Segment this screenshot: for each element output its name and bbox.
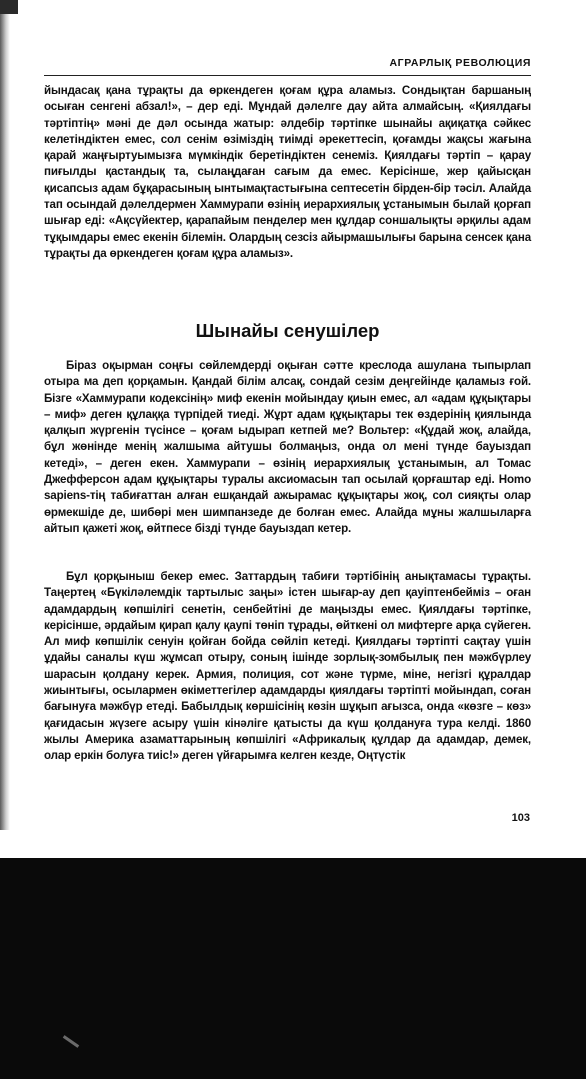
body-paragraph-1: йындасақ қана тұрақты да өркендеген қоғам құра аламыз. Сондықтан баршаның осыған сенгені абзал!», – дер еді. Мұндай дәлелге дау айта алмайсың. «Қиялдағы тәртіптің» мәні де дәл осында жатыр: әлдебір тәртіпке шынайы ақиқатқа сәйкес келетіндіктен емес, сол сенім өзіміздің тиімді әрекеттесіп, қоғамды жақсы жағына қарай жаңғыртуымызға мүмкіндік беретіндіктен сенеміз. Қиялдағы тәртіп – қарау пиғылды қастандық та, сылаңдаған сағым да емес. Керісінше, жер қайысқан қисапсыз адам бұқарасының ынтымақтастығына септесетін бірден-бір тәсіл. Алайда тап осындай дәлелдермен Хаммурапи өзінің иерархиялық ұстанымын былай қорғап шығар еді: «Ақсүйектер, қарапайым пенделер мен құлдар соншалықты әрқилы адам тұқымдары емес екенін білемін. Олардың сезсіз айырмашылығы барына сенсек қана тұрақты да өркендеген қоғам құра аламыз». (44, 84, 531, 260)
scan-edge-shadow (0, 0, 10, 830)
page-number: 103 (511, 812, 530, 824)
scan-corner-mark (0, 0, 18, 14)
scan-dark-band (0, 858, 586, 1079)
body-paragraph-2: Біраз оқырман соңғы сөйлемдерді оқыған сәтте креслода ашулана тыпырлап отыра ма деп қорқамын. Қандай білім алсақ, сондай сезім деңгейінде қаламыз ғой. Бізге «Хаммурапи кодексінің» миф екенін мойындау қиын емес, ал «адам құқықтары – миф» деген құлаққа түрпідей тиеді. Жұрт адам құқықтары тек өздерінің қиялында қалқып жүргенін түсінсе – қоғам ыдырап кетпей ме? Вольтер: «Құдай жоқ, алайда, бұл жөнінде менің жалшыма айтушы болмаңыз, онда ол мені түнде бауыздап кетеді», – деген екен. Хаммурапи – өзінің иерархиялық ұстанымын, ал Томас Джефферсон адам құқықтары туралы аксиомасын тап осылай қорғаштар еді. Homo sapiens-тің табиғаттан алған ешқандай ажырамас құқықтары жоқ, сол сияқты олар өрмекшіде де, шибөрі мен шимпанзеде де болған емес. Алайда мұны жалшыларға айтып қажеті жоқ, өйтпесе бізді түнде бауыздап кетер. (44, 359, 531, 535)
section-title: Шынайы сенушілер (195, 320, 380, 341)
running-header: АГРАРЛЫҚ РЕВОЛЮЦИЯ (389, 57, 531, 69)
body-paragraph-3: Бұл қорқыныш бекер емес. Заттардың табиғи тәртібінің анықтамасы тұрақты. Таңертең «Бүкіләлемдік тартылыс заңы» істен шығар-ау деп қауіптенбейміз – оған адамдардың көпшілігі сенетін, сенбейтіні де маңызды емес. Қиялдағы тәртіпке, керісінше, әрдайым қирап қалу қаупі төніп тұрады, өйткені ол мифтерге арқа сүйеген. Ал миф көпшілік сенуін қойған бойда сөйліп кетеді. Қиялдағы тәртіпті сақтау үшін ұдайы саналы күш жұмсап отыру, соның ішінде зорлық-зомбылық пен мәжбүрлеу шарасын қолдану керек. Армия, полиция, сот және түрме, міне, негізгі құралдар жиынтығы, осылармен өкіметтегілер адамдарды қиялдағы тәртіпті мойындап, соған бағынуға мәжбүр етеді. Бабылдық көршісінің көзін шұқып ағызса, онда «көзге – көз» қағидасын жүзеге асыру үшін кінәліге қатысты да күш қолдануға тура келді. 1860 жылы Америка азаматтарының көпшілігі «Африкалық құлдар да адамдар, демек, олар еркін болуға тиіс!» деген үйғарымға келген кезде, Оңтүстік (44, 570, 531, 763)
header-rule (44, 75, 531, 76)
